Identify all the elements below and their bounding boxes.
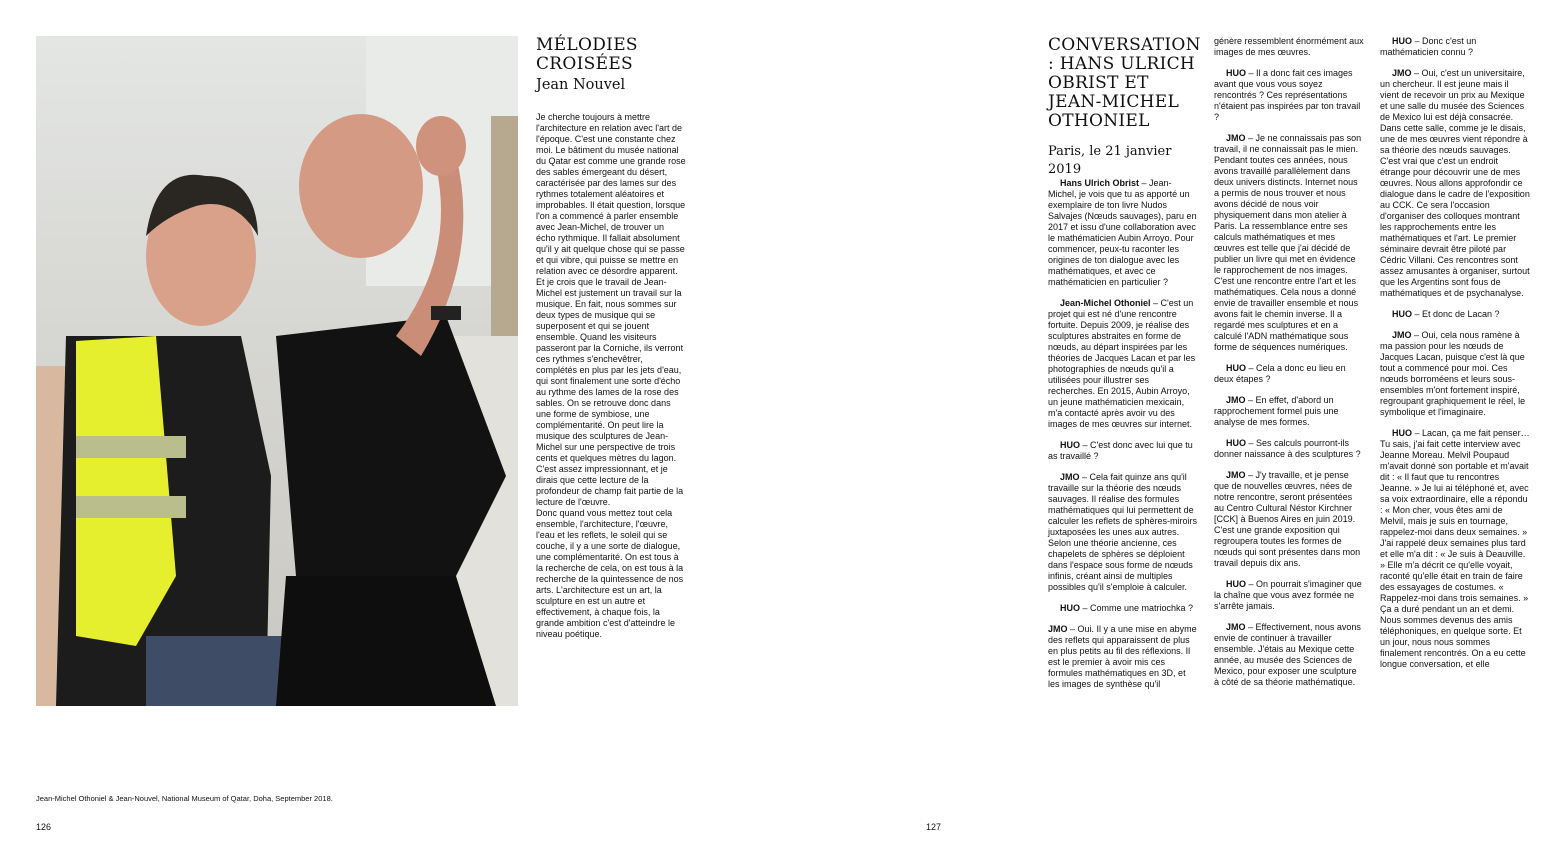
article-author: Jean Nouvel	[536, 77, 626, 93]
speaker-name: JMO	[1226, 470, 1246, 480]
speech-text: – En effet, d'abord un rapprochement formel puis une analyse de mes formes.	[1214, 395, 1339, 427]
speaker-name: JMO	[1226, 622, 1246, 632]
exchange	[1214, 470, 1364, 569]
paragraph: Et je crois que le travail de Jean-Michel est justement un travail sur la musique. En fait, nous sommes sur deux types de musique qui se superposent et qui se jouent ensemble. Quand les visiteurs passeront par la Corniche, ils verront ces rythmes s'enchevêtrer, complétés en plus par les jets d'eau, qui sont finalement une sorte d'écho au rythme des lames de la rose des sables. On se retrouve donc dans une forme de symbiose, une complémentarité. On peut lire la musique des sculptures de Jean-Michel sur une perspective de trois cents et quelques mètres du lagon. C'est assez impressionnant, et je dirais que cette lecture de la profondeur de champ fait partie de la lecture de l'œuvre.	[536, 277, 684, 507]
column-2	[1214, 36, 1364, 688]
exchange	[1214, 68, 1364, 123]
column-3	[1380, 36, 1530, 670]
exchange	[1380, 330, 1530, 418]
exchange	[1380, 428, 1530, 670]
speaker-name: JMO	[1392, 68, 1412, 78]
speech-text: – Je ne connaissais pas son travail, il ne connaissait pas le mien. Pendant toutes ces années, nous avons travaillé parallèlement dans deux univers distincts. Internet nous a permis de nous trouver et nous avons décidé de nous voir physiquement dans mon atelier à Paris. La ressemblance entre ses calculs mathématiques et mes œuvres est telle que j'ai décidé de publier un livre qui met en évidence le rapprochement de nos images. C'est une rencontre entre l'art et les mathématiques. Cela nous a donné envie de travailler ensemble et nous avons fait le chemin inverse. Il a regardé mes sculptures et en a calculé l'ADN mathématique sous forme de séquences numériques.	[1214, 133, 1362, 352]
exchange	[1048, 624, 1198, 690]
speaker-name: JMO	[1226, 133, 1246, 143]
exchange	[1214, 622, 1364, 688]
exchange	[1214, 579, 1364, 612]
speech-text: – Et donc de Lacan ?	[1412, 309, 1500, 319]
conversation-title: CONVERSATION : HANS ULRICH OBRIST ET JEAN-MICHEL OTHONIEL	[1048, 35, 1201, 131]
article-body	[536, 112, 686, 640]
speaker-name: HUO	[1392, 36, 1412, 46]
speech-text: – Jean-Michel, je vois que tu as apporté un exemplaire de ton livre Nudos Salvajes (Nœuds sauvages), paru en 2017 et issu d'une collaboration avec le mathématicien Aubin Arroyo. Pour commencer, peux-tu raconter les origines de ton dialogue avec les mathématiques, et avec ce mathématicien en particulier ?	[1048, 178, 1197, 287]
speech-text: – On pourrait s'imaginer que la chaîne que vous avez formée ne s'arrête jamais.	[1214, 579, 1362, 611]
dateline: Paris, le 21 janvier 2019	[1048, 144, 1172, 177]
speech-text: – Oui, cela nous ramène à ma passion pour les nœuds de Jacques Lacan, puisque c'est là que tout a commencé pour moi. Ces nœuds borroméens et leurs sous-ensembles m'ont fortement inspiré, regroupant graphiquement le réel, le symbolique et l'imaginaire.	[1380, 330, 1526, 417]
speech-text: – Cela a donc eu lieu en deux étapes ?	[1214, 363, 1346, 384]
exchange	[1214, 363, 1364, 385]
speech-text: – C'est un projet qui est né d'une rencontre fortuite. Depuis 2009, je réalise des sculptures abstraites en forme de nœuds, au départ inspirées par les théories de Jacques Lacan et par les photographies de nœuds qu'il a utilisées pour illustrer ses recherches. En 2015, Aubin Arroyo, un jeune mathématicien mexicain, m'a contacté après avoir vu des images de mes œuvres sur internet.	[1048, 298, 1196, 429]
speaker-name: JMO	[1226, 395, 1246, 405]
speaker-name: JMO	[1392, 330, 1412, 340]
photo-othoniel-nouvel	[36, 36, 518, 706]
photo-illustration	[36, 36, 518, 706]
exchange	[1214, 395, 1364, 428]
speaker-name: HUO	[1392, 309, 1412, 319]
speech-text: – Effectivement, nous avons envie de continuer à travailler ensemble. J'étais au Mexique cette année, au musée des Sciences de Mexico, pour exposer une sculpture à côté de sa théorie mathématique.	[1214, 622, 1361, 687]
speech-text: – Ses calculs pourront-ils donner naissance à des sculptures ?	[1214, 438, 1361, 459]
speaker-name: HUO	[1392, 428, 1412, 438]
speaker-name: HUO	[1226, 579, 1246, 589]
speaker-name: HUO	[1226, 438, 1246, 448]
speaker-name: Jean-Michel Othoniel	[1060, 298, 1151, 308]
page-number-right: 127	[926, 822, 942, 832]
speaker-name: HUO	[1060, 603, 1080, 613]
article-title: MÉLODIES CROISÉES	[536, 35, 638, 74]
speech-text: – Lacan, ça me fait penser… Tu sais, j'ai fait cette interview avec Jeanne Moreau. Melvil Poupaud m'avait donné son portable et m'avait dit : « Il faut que tu rencontres Jeanne. » Je lui ai téléphoné et, avec sa voix extraordinaire, elle a répondu : « Mon cher, vous êtes ami de Melvil, mais je suis en tournage, rappelez-moi dans deux semaines. » J'ai rappelé deux semaines plus tard et elle m'a dit : « Je suis à Deauville. » Elle m'a décrit ce qu'elle voyait, raconté qu'elle était en train de faire des essayages de costumes. « Rappelez-moi dans trois semaines. » Ça a duré pendant un an et demi. Nous sommes devenus des amis téléphoniques, en quelque sorte. Et un jour, nous nous sommes finalement rencontrés. On a eu cette longue conversation, et elle	[1380, 428, 1530, 669]
paragraph: Je cherche toujours à mettre l'architecture en relation avec l'art de l'époque. C'est une constante chez moi. Le bâtiment du musée national du Qatar est comme une grande rose des sables émergeant du désert, caractérisée par des lames sur des rythmes totalement aléatoires et improbables. Il était question, lorsque l'on a commencé à parler ensemble avec Jean-Michel, de trouver un écho rythmique. Il fallait absolument qu'il y ait quelque chose qui se passe et qui vibre, qui puisse se mettre en relation avec ce désordre apparent.	[536, 112, 686, 276]
speaker-name: HUO	[1226, 363, 1246, 373]
speaker-name: Hans Ulrich Obrist	[1060, 178, 1140, 188]
exchange	[1048, 603, 1198, 614]
exchange	[1214, 438, 1364, 460]
speaker-name: JMO	[1048, 624, 1068, 634]
exchange	[1380, 309, 1530, 320]
speech-text: – Oui, c'est un universitaire, un chercheur. Il est jeune mais il vient de recevoir un prix au Mexique et une salle du musée des Sciences de Mexico lui est déjà consacrée. Dans cette salle, comme je le disais, une de mes œuvres vient répondre à sa théorie des nœuds sauvages. C'est vrai que c'est un endroit étrange pour découvrir une de mes œuvres. Nous allons approfondir ce dialogue dans le cadre de l'exposition au CCK. Ce sera l'occasion d'organiser des colloques montrant les rapprochements entre les mathématiques et l'art. Le premier séminaire devrait être piloté par Cédric Villani. Ces rencontres sont assez amusantes à organiser, surtout que les Argentins sont fous de mathématiques et de psychanalyse.	[1380, 68, 1530, 298]
speaker-name: JMO	[1060, 472, 1080, 482]
photo-caption: Jean-Michel Othoniel & Jean-Nouvel, National Museum of Qatar, Doha, September 2018.	[36, 794, 333, 803]
exchange	[1048, 298, 1198, 430]
speech-text: – Donc c'est un mathématicien connu ?	[1380, 36, 1477, 57]
continuation: génère ressemblent énormément aux images de mes œuvres.	[1214, 36, 1364, 57]
page-number-left: 126	[36, 822, 52, 832]
speech-text: – J'y travaille, et je pense que de nouvelles œuvres, nées de notre rencontre, seront présentées au Centro Cultural Néstor Kirchner [CCK] à Buenos Aires en juin 2019. C'est une grande exposition qui regroupera toutes les formes de nœuds qui sont présentes dans mon travail depuis dix ans.	[1214, 470, 1361, 568]
exchange	[1380, 36, 1530, 58]
exchange	[1048, 440, 1198, 462]
paragraph: Donc quand vous mettez tout cela ensemble, l'architecture, l'œuvre, l'eau et les reflets, le soleil qui se couche, il y a une sorte de dialogue, une complémentarité. On est tous à la recherche de cela, on est tous à la recherche de la quintessence de nos arts. L'architecture est un art, la sculpture en est un autre et effectivement, à chaque fois, la grande ambition c'est d'atteindre le niveau poétique.	[536, 508, 684, 639]
speaker-name: HUO	[1226, 68, 1246, 78]
speech-text: – Il a donc fait ces images avant que vous vous soyez rencontrés ? Ces représentations n'étaient pas inspirées par ton travail ?	[1214, 68, 1361, 122]
speech-text: – Oui. Il y a une mise en abyme des reflets qui apparaissent de plus en plus petits au fil des réflexions. Il est le premier à avoir mis ces formules mathématiques en 3D, et les images de synthèse qu'il	[1048, 624, 1197, 689]
speech-text: – C'est donc avec lui que tu as travaillé ?	[1048, 440, 1193, 461]
column-1	[1048, 178, 1198, 690]
speech-text: – Cela fait quinze ans qu'il travaille sur la théorie des nœuds sauvages. Il réalise des formules mathématiques qui lui permettent de calculer les reflets de sphères-miroirs juxtaposées les unes aux autres. Selon une théorie ancienne, ces chapelets de sphères se déploient dans l'espace sous forme de nœuds infinis, créant ainsi de multiples possibles qu'il s'emploie à calculer.	[1048, 472, 1198, 592]
speaker-name: HUO	[1060, 440, 1080, 450]
exchange	[1048, 178, 1198, 288]
exchange	[1214, 133, 1364, 353]
exchange	[1380, 68, 1530, 299]
exchange	[1048, 472, 1198, 593]
speech-text: – Comme une matriochka ?	[1080, 603, 1194, 613]
